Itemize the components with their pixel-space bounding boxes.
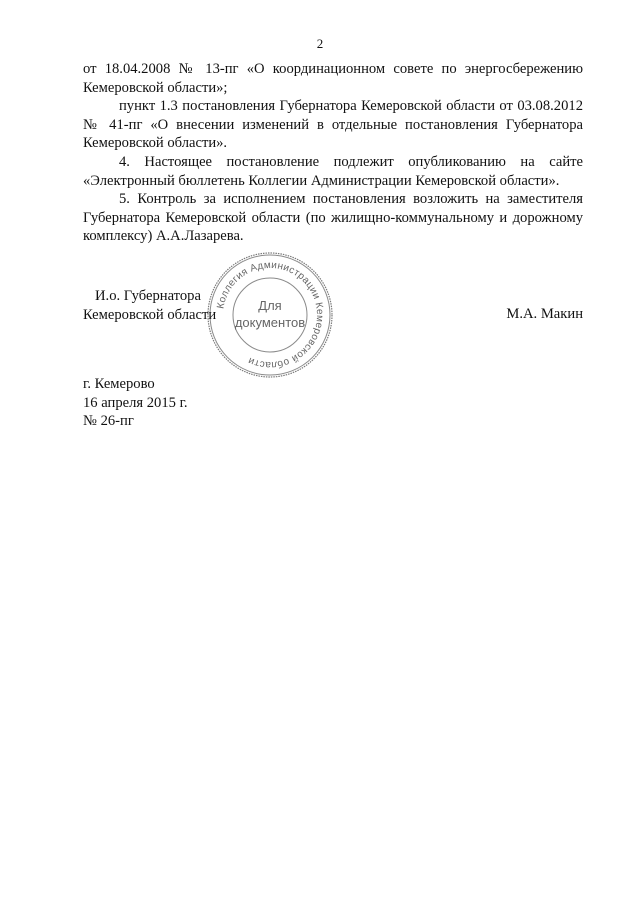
stamp-center-line1: Для [258, 298, 282, 313]
paragraph-4: 4. Настоящее постановление подлежит опубликованию на сайте «Электронный бюллетень Коллегии Администрации Кемеровской области». [83, 153, 583, 189]
document-footer [83, 375, 188, 431]
signatory-name: М.А. Макин [506, 306, 583, 322]
document-date: 16 апреля 2015 г. [83, 394, 188, 411]
document-number: № 26-пг [83, 413, 134, 430]
document-city: г. Кемерово [83, 376, 155, 392]
signature-title-line2: Кемеровской области [83, 306, 217, 323]
paragraph-point-1-3: пункт 1.3 постановления Губернатора Кемеровской области от 03.08.2012 № 41-пг «О внесении изменений в отдельные постановления Губернатора Кемеровской области». [83, 98, 583, 152]
signature-title [83, 287, 216, 324]
document-body [83, 60, 583, 246]
stamp-center-line2: документов [234, 315, 306, 330]
official-seal-stamp [205, 250, 335, 380]
paragraph-continuation: от 18.04.2008 № 13-пг «О координационном совете по энергосбережению Кемеровской области»; [83, 61, 583, 96]
signature-title-line1: И.о. Губернатора [95, 288, 201, 304]
stamp-ring-text: Коллегия Администрации Кемеровской области [215, 259, 326, 371]
page-number: 2 [316, 36, 324, 51]
paragraph-5: 5. Контроль за исполнением постановления возложить на заместителя Губернатора Кемеровской области (по жилищно-коммунальному и дорожному комплексу) А.А.Лазарева. [83, 191, 583, 245]
